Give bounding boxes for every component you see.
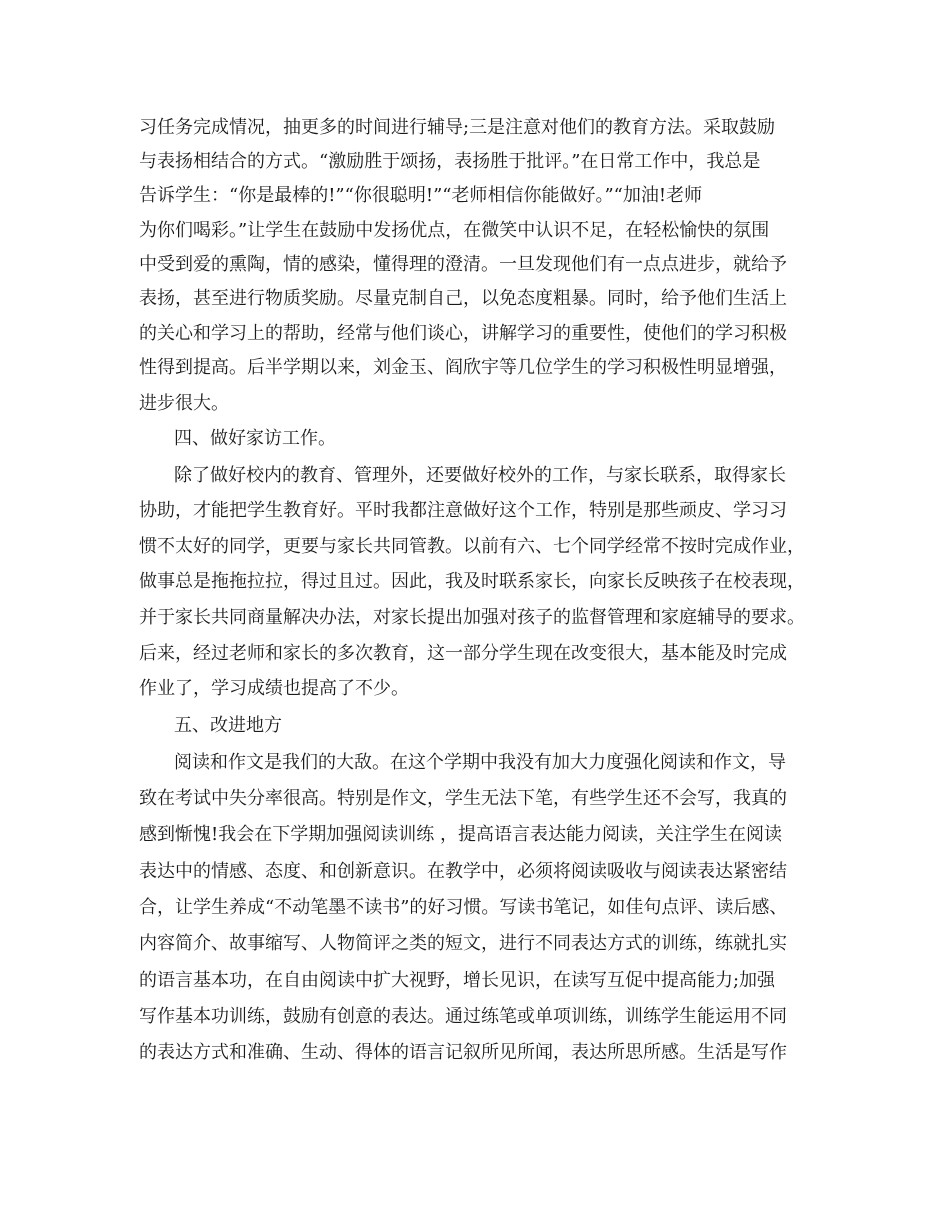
text-line: 写作基本功训练，鼓励有创意的表达。通过练笔或单项训练，训练学生能运用不同 [139, 1006, 787, 1027]
text-line: 表达中的情感、态度、和创新意识。在教学中，必须将阅读吸收与阅读表达紧密结 [139, 861, 787, 882]
text-line: 协助，才能把学生教育好。平时我都注意做好这个工作，特别是那些顽皮、学习习 [139, 500, 787, 521]
text-line: 合，让学生养成“不动笔墨不读书”的好习惯。写读书笔记，如佳句点评、读后感、 [139, 897, 788, 918]
text-line: 做事总是拖拖拉拉，得过且过。因此，我及时联系家长，向家长反映孩子在校表现， [139, 571, 805, 592]
text-line: 与表扬相结合的方式。“激励胜于颂扬，表扬胜于批评。”在日常工作中，我总是 [139, 151, 761, 172]
text-line: 的关心和学习上的帮助，经常与他们谈心，讲解学习的重要性，使他们的学习积极 [139, 323, 787, 344]
text-line: 内容简介、故事缩写、人物简评之类的短文，进行不同表达方式的训练，练就扎实 [139, 933, 787, 954]
text-line: 的表达方式和准确、生动、得体的语言记叙所见所闻，表达所思所感。生活是写作 [139, 1042, 787, 1063]
text-line: 告诉学生：“你是最棒的!”“你很聪明!”“老师相信你能做好。”“加油!老师 [139, 185, 703, 206]
text-line: 后来，经过老师和家长的多次教育，这一部分学生现在改变很大，基本能及时完成 [139, 643, 787, 664]
text-line: 惯不太好的同学，更要与家长共同管教。以前有六、七个同学经常不按时完成作业， [139, 536, 805, 557]
text-line: 性得到提高。后半学期以来，刘金玉、阎欣宇等几位学生的学习积极性明显增强， [139, 357, 787, 378]
text-line: 并于家长共同商量解决办法，对家长提出加强对孩子的监督管理和家庭辅导的要求。 [139, 607, 805, 628]
text-line: 为你们喝彩。”让学生在鼓励中发扬优点，在微笑中认识不足，在轻松愉快的氛围 [139, 220, 770, 241]
paragraph-first-line: 除了做好校内的教育、管理外，还要做好校外的工作，与家长联系，取得家长 [174, 465, 786, 486]
text-line: 作业了，学习成绩也提高了不少。 [139, 678, 409, 699]
section-heading: 四、做好家访工作。 [174, 428, 336, 449]
paragraph-first-line: 阅读和作文是我们的大敌。在这个学期中我没有加大力度强化阅读和作文，导 [174, 752, 786, 773]
text-line: 致在考试中失分率很高。特别是作文，学生无法下笔，有些学生还不会写，我真的 [139, 788, 787, 809]
text-line: 感到惭愧!我会在下学期加强阅读训练 ，提高语言表达能力阅读，关注学生在阅读 [139, 824, 782, 845]
text-line: 的语言基本功，在自由阅读中扩大视野，增长见识，在读写互促中提高能力;加强 [139, 970, 776, 991]
text-line: 进步很大。 [139, 393, 229, 414]
text-line: 中受到爱的熏陶，情的感染，懂得理的澄清。一旦发现他们有一点点进步，就给予 [139, 254, 787, 275]
text-line: 表扬，甚至进行物质奖励。尽量克制自己，以免态度粗暴。同时，给予他们生活上 [139, 288, 787, 309]
section-heading: 五、改进地方 [174, 715, 282, 736]
text-line: 习任务完成情况，抽更多的时间进行辅导;三是注意对他们的教育方法。采取鼓励 [139, 117, 776, 138]
